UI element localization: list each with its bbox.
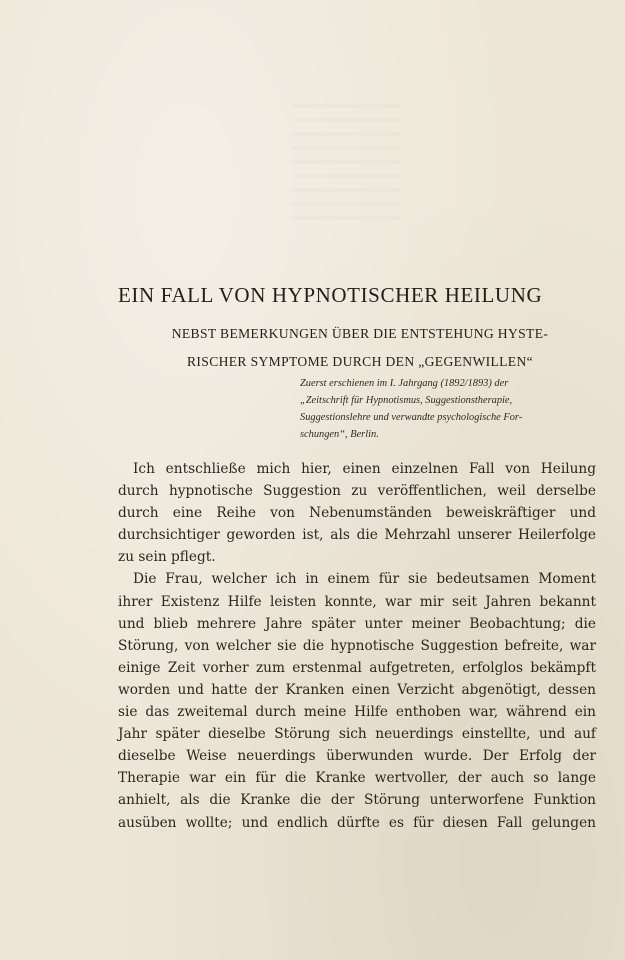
chapter-subtitle xyxy=(140,320,580,376)
body-line: ausüben wollte; und endlich dürfte es für diesen Fall gelungen xyxy=(118,814,596,831)
body-line: durch hypnotische Suggestion zu veröffentlichen, weil derselbe xyxy=(118,483,596,500)
chapter-title: EIN FALL VON HYPNOTISCHER HEILUNG xyxy=(118,283,543,307)
body-line: durch eine Reihe von Nebenumständen beweiskräftiger und xyxy=(118,505,596,522)
body-line: Störung, von welcher sie die hypnotische Suggestion befreite, war xyxy=(118,637,596,654)
body-text xyxy=(118,458,596,834)
body-line: anhielt, als die Kranke die der Störung unterworfene Funktion xyxy=(118,792,596,809)
bleed-through-text xyxy=(292,105,402,225)
publication-note-line: Zuerst erschienen im I. Jahrgang (1892/1893) der xyxy=(300,378,509,389)
body-line: Ich entschließe mich hier, einen einzelnen Fall von Heilung xyxy=(133,461,596,477)
body-line: dieselbe Weise neuerdings überwunden wurde. Der Erfolg der xyxy=(118,748,596,765)
publication-note-line: schungen“, Berlin. xyxy=(300,429,379,440)
body-line: Jahr später dieselbe Störung sich neuerdings einstellte, und auf xyxy=(118,726,596,743)
body-line: Die Frau, welcher ich in einem für sie bedeutsamen Moment xyxy=(133,571,596,588)
body-line: einige Zeit vorher zum erstenmal aufgetreten, erfolglos bekämpft xyxy=(118,659,596,676)
subtitle-line: NEBST BEMERKUNGEN ÜBER DIE ENTSTEHUNG HYSTE- xyxy=(171,326,549,341)
body-line: durchsichtiger geworden ist, als die Mehrzahl unserer Heilerfolge xyxy=(118,527,596,544)
publication-note xyxy=(300,375,590,443)
body-line: zu sein pflegt. xyxy=(118,549,216,566)
body-line: worden und hatte der Kranken einen Verzicht abgenötigt, dessen xyxy=(118,681,596,698)
body-line: und blieb mehrere Jahre später unter meiner Beobachtung; die xyxy=(118,615,596,632)
publication-note-line: „Zeitschrift für Hypnotismus, Suggestionstherapie, xyxy=(300,395,513,406)
body-line: sie das zweitemal durch meine Hilfe enthoben war, während ein xyxy=(118,704,596,721)
body-line: ihrer Existenz Hilfe leisten konnte, war mir seit Jahren bekannt xyxy=(118,593,596,610)
subtitle-line: RISCHER SYMPTOME DURCH DEN „GEGENWILLEN“ xyxy=(186,354,534,369)
body-line: Therapie war ein für die Kranke wertvoller, der auch so lange xyxy=(118,770,596,787)
publication-note-line: Suggestionslehre und verwandte psychologische For- xyxy=(300,412,523,423)
